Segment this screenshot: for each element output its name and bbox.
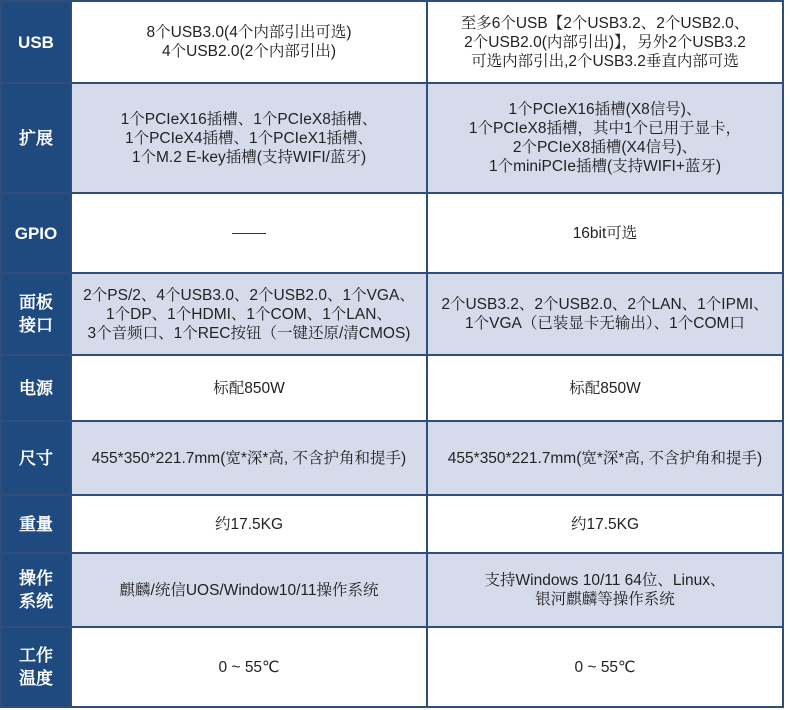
dimensions-spec-col1: 455*350*221.7mm(宽*深*高, 不含护角和提手): [71, 421, 427, 495]
dimensions-spec-col2: 455*350*221.7mm(宽*深*高, 不含护角和提手): [427, 421, 783, 495]
gpio-spec-col2: 16bit可选: [427, 193, 783, 273]
row-os: [1, 553, 783, 627]
row-label: 电源: [1, 355, 71, 421]
row-label: 操作 系统: [1, 553, 71, 627]
row-label: GPIO: [1, 193, 71, 273]
temperature-spec-col1: 0 ~ 55℃: [71, 627, 427, 707]
row-label: 工作 温度: [1, 627, 71, 707]
panel-ports-spec-col2: 2个USB3.2、2个USB2.0、2个LAN、1个IPMI、 1个VGA（已装显卡无输出）、1个COM口: [427, 273, 783, 355]
row-usb: [1, 1, 783, 83]
weight-spec-col1: 约17.5KG: [71, 495, 427, 553]
usb-spec-col2: 至多6个USB【2个USB3.2、2个USB2.0、 2个USB2.0(内部引出)】，另外2个USB3.2 可选内部引出,2个USB3.2垂直内部可选: [427, 1, 783, 83]
os-spec-col1: 麒麟/统信UOS/Window10/11操作系统: [71, 553, 427, 627]
row-gpio: [1, 193, 783, 273]
panel-ports-spec-col1: 2个PS/2、4个USB3.0、2个USB2.0、1个VGA、 1个DP、1个HDMI、1个COM、1个LAN、 3个音频口、1个REC按钮（一键还原/清CMOS): [71, 273, 427, 355]
row-dimensions: [1, 421, 783, 495]
expansion-spec-col2: 1个PCIeX16插槽(X8信号)、 1个PCIeX8插槽，其中1个已用于显卡， 2个PCIeX8插槽(X4信号)、 1个miniPCIe插槽(支持WIFI+蓝牙): [427, 83, 783, 193]
row-label: 尺寸: [1, 421, 71, 495]
usb-spec-col1: 8个USB3.0(4个内部引出可选) 4个USB2.0(2个内部引出): [71, 1, 427, 83]
os-spec-col2: 支持Windows 10/11 64位、Linux、 银河麒麟等操作系统: [427, 553, 783, 627]
row-power: [1, 355, 783, 421]
gpio-spec-col1: [71, 193, 427, 273]
row-label: 面板 接口: [1, 273, 71, 355]
row-temperature: [1, 627, 783, 707]
power-spec-col1: 标配850W: [71, 355, 427, 421]
row-label: 重量: [1, 495, 71, 553]
row-panel-ports: [1, 273, 783, 355]
row-weight: [1, 495, 783, 553]
power-spec-col2: 标配850W: [427, 355, 783, 421]
expansion-spec-col1: 1个PCIeX16插槽、1个PCIeX8插槽、 1个PCIeX4插槽、1个PCIeX1插槽、 1个M.2 E-key插槽(支持WIFI/蓝牙): [71, 83, 427, 193]
row-label: USB: [1, 1, 71, 83]
row-expansion: [1, 83, 783, 193]
row-label: 扩展: [1, 83, 71, 193]
temperature-spec-col2: 0 ~ 55℃: [427, 627, 783, 707]
dash-placeholder: [232, 233, 266, 234]
weight-spec-col2: 约17.5KG: [427, 495, 783, 553]
